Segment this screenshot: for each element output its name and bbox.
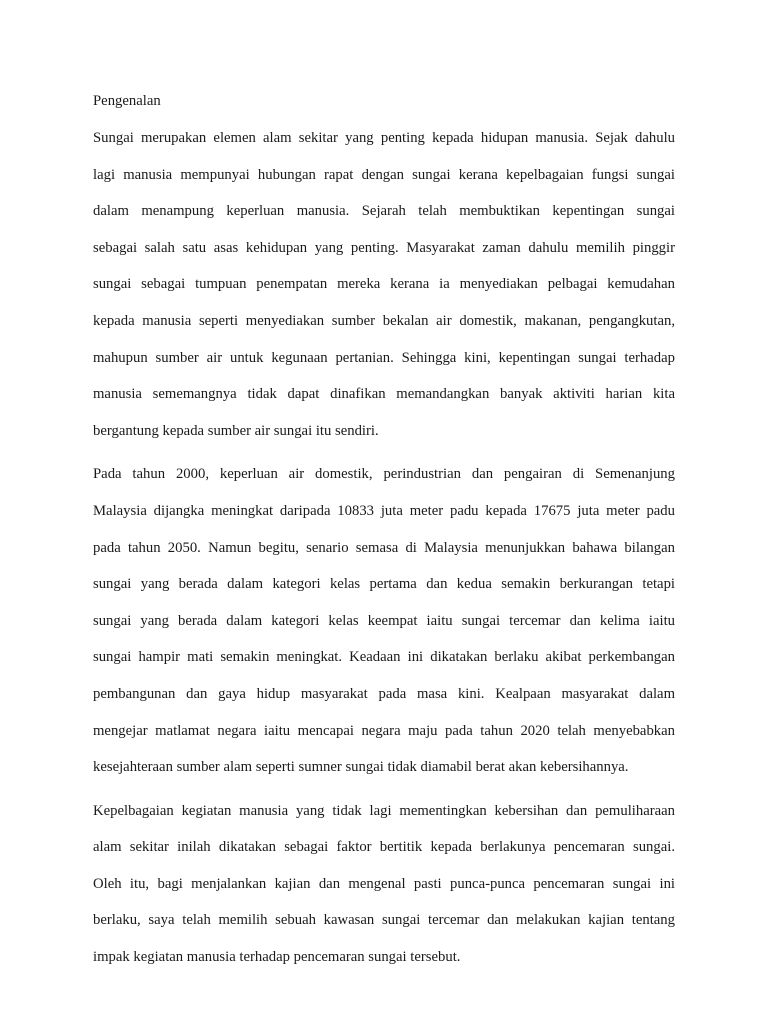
text-line: Malaysia dijangka meningkat daripada 10833 juta meter padu kepada 17675 juta meter padu	[93, 502, 675, 519]
text-line: sungai yang berada dalam kategori kelas keempat iaitu sungai tercemar dan kelima iaitu	[93, 612, 675, 629]
text-line: lagi manusia mempunyai hubungan rapat dengan sungai kerana kepelbagaian fungsi sungai	[93, 166, 675, 183]
text-line: mengejar matlamat negara iaitu mencapai negara maju pada tahun 2020 telah menyebabkan	[93, 722, 675, 739]
text-line: berlaku, saya telah memilih sebuah kawasan sungai tercemar dan melakukan kajian tentang	[93, 912, 675, 929]
text-line: sungai hampir mati semakin meningkat. Keadaan ini dikatakan berlaku akibat perkembangan	[93, 649, 675, 666]
text-line: manusia sememangnya tidak dapat dinafikan memandangkan banyak aktiviti harian kita	[93, 386, 675, 403]
section-heading: Pengenalan	[93, 93, 161, 109]
text-line: dalam menampung keperluan manusia. Sejarah telah membuktikan kepentingan sungai	[93, 203, 675, 220]
text-line: kepada manusia seperti menyediakan sumber bekalan air domestik, makanan, pengangkutan,	[93, 312, 675, 329]
paragraph-3	[93, 793, 675, 976]
text-line: Kepelbagaian kegiatan manusia yang tidak lagi mementingkan kebersihan dan pemuliharaan	[93, 802, 675, 819]
text-line: pembangunan dan gaya hidup masyarakat pada masa kini. Kealpaan masyarakat dalam	[93, 685, 675, 702]
paragraph-1	[93, 120, 675, 449]
text-line: pada tahun 2050. Namun begitu, senario semasa di Malaysia menunjukkan bahawa bilangan	[93, 539, 675, 556]
document-page	[93, 92, 675, 983]
text-line: Pada tahun 2000, keperluan air domestik, perindustrian dan pengairan di Semenanjung	[93, 466, 675, 483]
text-line: bergantung kepada sumber air sungai itu sendiri.	[93, 422, 379, 439]
text-line: sebagai salah satu asas kehidupan yang penting. Masyarakat zaman dahulu memilih pinggir	[93, 239, 675, 256]
text-line: sungai sebagai tumpuan penempatan mereka kerana ia menyediakan pelbagai kemudahan	[93, 276, 675, 293]
text-line: Oleh itu, bagi menjalankan kajian dan mengenal pasti punca-punca pencemaran sungai ini	[93, 875, 675, 892]
text-line: impak kegiatan manusia terhadap pencemaran sungai tersebut.	[93, 949, 461, 966]
text-line: Sungai merupakan elemen alam sekitar yang penting kepada hidupan manusia. Sejak dahulu	[93, 130, 675, 146]
paragraph-2	[93, 456, 675, 785]
text-line: mahupun sumber air untuk kegunaan pertanian. Sehingga kini, kepentingan sungai terhadap	[93, 349, 675, 366]
text-line: kesejahteraan sumber alam seperti sumner sungai tidak diamabil berat akan kebersihannya.	[93, 759, 629, 776]
text-line: alam sekitar inilah dikatakan sebagai faktor bertitik kepada berlakunya pencemaran sungai.	[93, 839, 675, 856]
text-line: sungai yang berada dalam kategori kelas pertama dan kedua semakin berkurangan tetapi	[93, 576, 675, 593]
